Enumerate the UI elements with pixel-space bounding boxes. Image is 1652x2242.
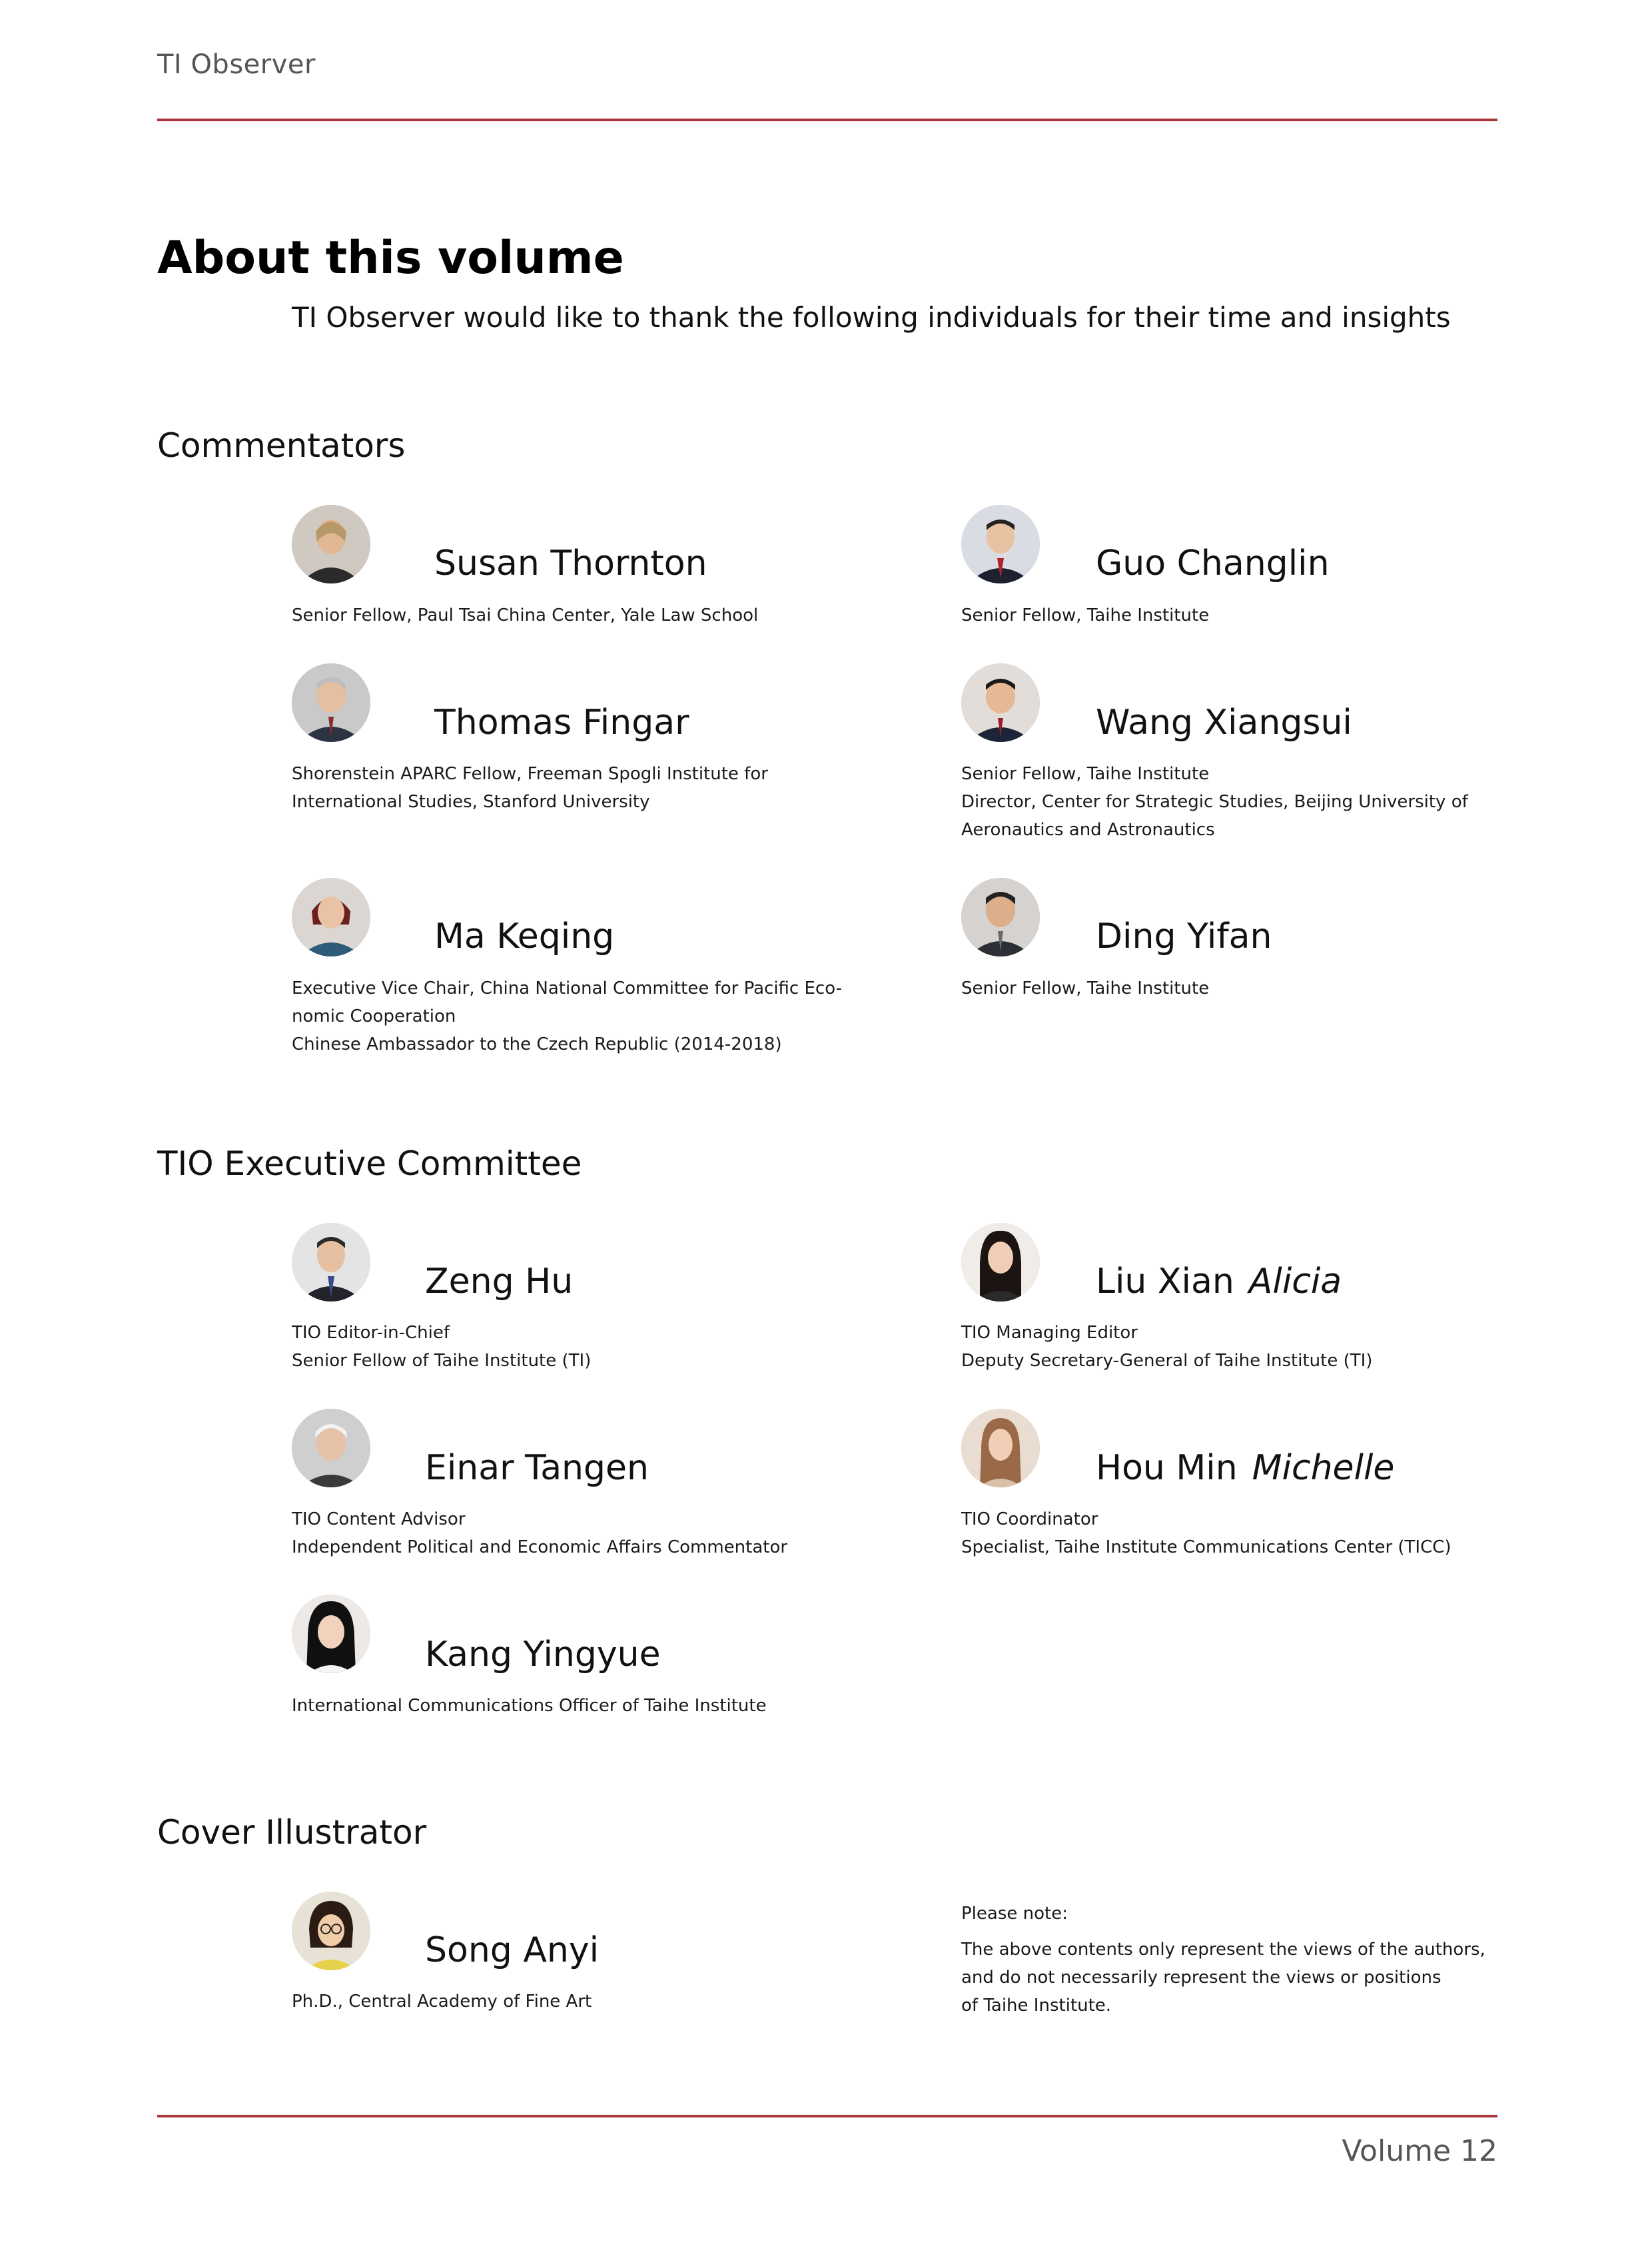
person-role: Executive Vice Chair, China National Committee for Pacific Eco- (292, 978, 842, 998)
person-photo-song-anyi (292, 1892, 370, 1970)
note-heading: Please note: (961, 1904, 1068, 1924)
footer-divider (157, 2115, 1497, 2117)
person-role: Deputy Secretary-General of Taihe Institute (TI) (961, 1351, 1373, 1371)
person-photo-thomas-fingar (292, 663, 370, 742)
header-divider (157, 119, 1497, 121)
person-photo-einar-tangen (292, 1409, 370, 1487)
person-name: Hou Min (1096, 1448, 1238, 1488)
person-role: TIO Content Advisor (292, 1509, 466, 1529)
volume-number: Volume 12 (1342, 2134, 1497, 2168)
person-role: TIO Managing Editor (961, 1323, 1138, 1343)
person-role: Shorenstein APARC Fellow, Freeman Spogli Institute for (292, 764, 768, 784)
person-role: Senior Fellow, Taihe Institute (961, 978, 1210, 998)
person-name-with-alias (1096, 1262, 1342, 1302)
section-title-illustrator: Cover Illustrator (157, 1813, 427, 1852)
person-role: Senior Fellow, Taihe Institute (961, 605, 1210, 625)
note-line: and do not necessarily represent the views or positions (961, 1968, 1442, 1988)
person-name: Einar Tangen (425, 1448, 649, 1488)
person-role: Aeronautics and Astronautics (961, 820, 1215, 840)
person-photo-ding-yifan (961, 878, 1040, 956)
person-name-with-alias (1096, 1448, 1394, 1488)
person-role: Director, Center for Strategic Studies, Beijing University of (961, 792, 1468, 812)
person-role: Specialist, Taihe Institute Communications Center (TICC) (961, 1537, 1451, 1557)
person-photo-liu-xian (961, 1223, 1040, 1302)
person-role: Independent Political and Economic Affairs Commentator (292, 1537, 788, 1557)
person-photo-susan-thornton (292, 505, 370, 583)
person-name: Ding Yifan (1096, 917, 1272, 956)
person-alias: Alicia (1248, 1262, 1342, 1302)
person-photo-zeng-hu (292, 1223, 370, 1302)
person-name: Guo Changlin (1096, 544, 1330, 583)
person-role: nomic Cooperation (292, 1006, 456, 1026)
person-photo-hou-min (961, 1409, 1040, 1487)
person-role: Chinese Ambassador to the Czech Republic (2014-2018) (292, 1034, 782, 1054)
person-name: Wang Xiangsui (1096, 703, 1352, 743)
person-role: International Studies, Stanford University (292, 792, 650, 812)
page-title: About this volume (157, 232, 624, 284)
section-title-commentators: Commentators (157, 426, 406, 465)
person-name: Zeng Hu (425, 1262, 574, 1302)
person-role: Senior Fellow of Taihe Institute (TI) (292, 1351, 592, 1371)
person-name: Liu Xian (1096, 1262, 1234, 1302)
note-line: The above contents only represent the views of the authors, (961, 1940, 1485, 1960)
disclaimer-note (961, 1900, 1485, 2020)
person-alias: Michelle (1252, 1448, 1395, 1488)
person-photo-kang-yingyue (292, 1595, 370, 1673)
person-name: Ma Keqing (434, 917, 615, 956)
person-name: Song Anyi (425, 1930, 600, 1970)
person-name: Susan Thornton (434, 544, 707, 583)
person-photo-guo-changlin (961, 505, 1040, 583)
section-title-committee: TIO Executive Committee (157, 1144, 582, 1183)
person-name: Kang Yingyue (425, 1635, 661, 1675)
person-name: Thomas Fingar (434, 703, 689, 743)
person-role: TIO Coordinator (961, 1509, 1098, 1529)
person-role: Senior Fellow, Taihe Institute (961, 764, 1210, 784)
intro-text: TI Observer would like to thank the following individuals for their time and insights (292, 301, 1451, 334)
person-role: Ph.D., Central Academy of Fine Art (292, 1992, 592, 2012)
person-role: International Communications Officer of Taihe Institute (292, 1696, 767, 1716)
person-role: TIO Editor-in-Chief (292, 1323, 450, 1343)
person-photo-wang-xiangsui (961, 663, 1040, 742)
person-photo-ma-keqing (292, 878, 370, 956)
person-role: Senior Fellow, Paul Tsai China Center, Yale Law School (292, 605, 759, 625)
note-line: of Taihe Institute. (961, 1996, 1112, 2016)
header-title: TI Observer (157, 49, 316, 80)
